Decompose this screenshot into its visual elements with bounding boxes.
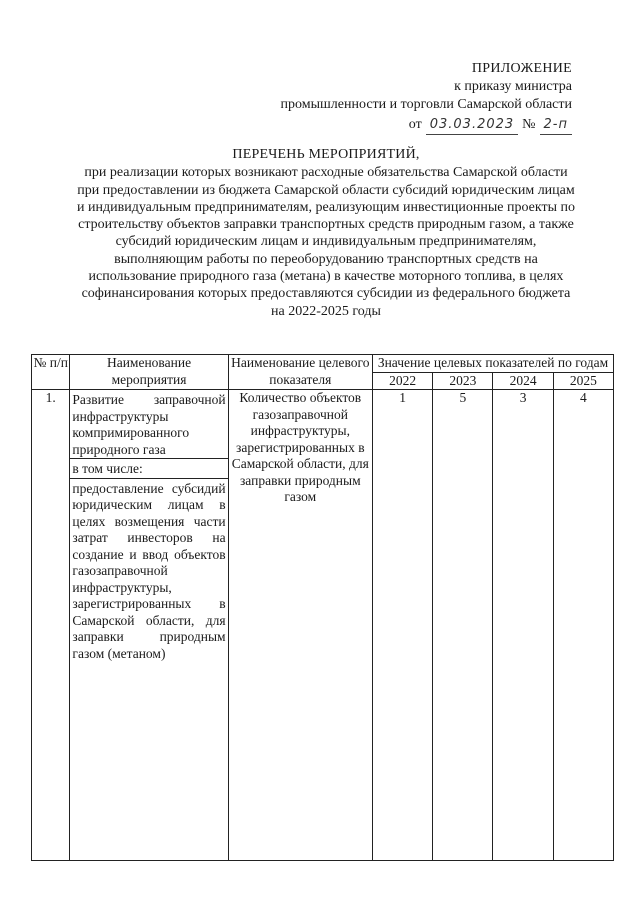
header-number: № п/п (32, 355, 70, 390)
handwritten-number: 2-п (540, 116, 572, 135)
year-2025: 2025 (553, 372, 613, 390)
document-heading (74, 146, 578, 320)
measures-table (31, 354, 614, 861)
value-2022: 1 (373, 390, 433, 861)
approval-block (281, 60, 572, 135)
number-label: № (522, 117, 536, 132)
document-subtitle: при реализации которых возникают расходные обязательства Самарской области при предоставлении из бюджета Самарской области субсидий юридическим лицам и индивидуальным предпринимателям, реализующим инвестиционные проекты по строительству объектов заправки транспортных средств природным газом, а также субсидий юридическим лицам и индивидуальным предпринимателям, выполняющим работы по переоборудованию транспортных средств на использование природного газа (метана) в качестве моторного топлива, в целях софинансирования которых предоставляются субсидии из федерального бюджета (77, 165, 575, 302)
row-indicator: Количество объектов газозаправочной инфраструктуры, зарегистрированных в Самарской области, для заправки природным газом (228, 390, 372, 861)
value-2025: 4 (553, 390, 613, 861)
order-date-number (409, 116, 572, 135)
table-row (32, 390, 614, 861)
row-measure-name: Развитие заправочной инфраструктуры компримированного природного газа (72, 392, 226, 457)
document-title: ПЕРЕЧЕНЬ МЕРОПРИЯТИЙ, (232, 147, 420, 162)
year-2024: 2024 (493, 372, 553, 390)
handwritten-date: 03.03.2023 (426, 116, 518, 135)
value-2024: 3 (493, 390, 553, 861)
row-measure-cell (70, 390, 228, 861)
row-sub-measure: предоставление субсидий юридическим лицам в целях возмещения части затрат инвесторов на создание и ввод объектов газозаправочной инфраструктуры, зарегистрированных в Самарской области, для заправки природным газом (метаном) (70, 478, 227, 663)
appendix-title: ПРИЛОЖЕНИЕ (471, 61, 572, 76)
approval-line-2: промышленности и торговли Самарской области (280, 97, 572, 112)
header-target-values: Значение целевых показателей по годам (373, 355, 614, 373)
row-number: 1. (32, 390, 70, 861)
document-period: на 2022-2025 годы (271, 303, 381, 319)
year-2022: 2022 (373, 372, 433, 390)
from-label: от (408, 117, 422, 132)
value-2023: 5 (433, 390, 493, 861)
year-2023: 2023 (433, 372, 493, 390)
table-header-row (32, 355, 614, 373)
row-including: в том числе: (70, 458, 227, 478)
approval-line-1: к приказу министра (454, 79, 572, 94)
header-measure-name: Наименование мероприятия (70, 355, 228, 390)
header-indicator-name: Наименование целевого показателя (228, 355, 372, 390)
